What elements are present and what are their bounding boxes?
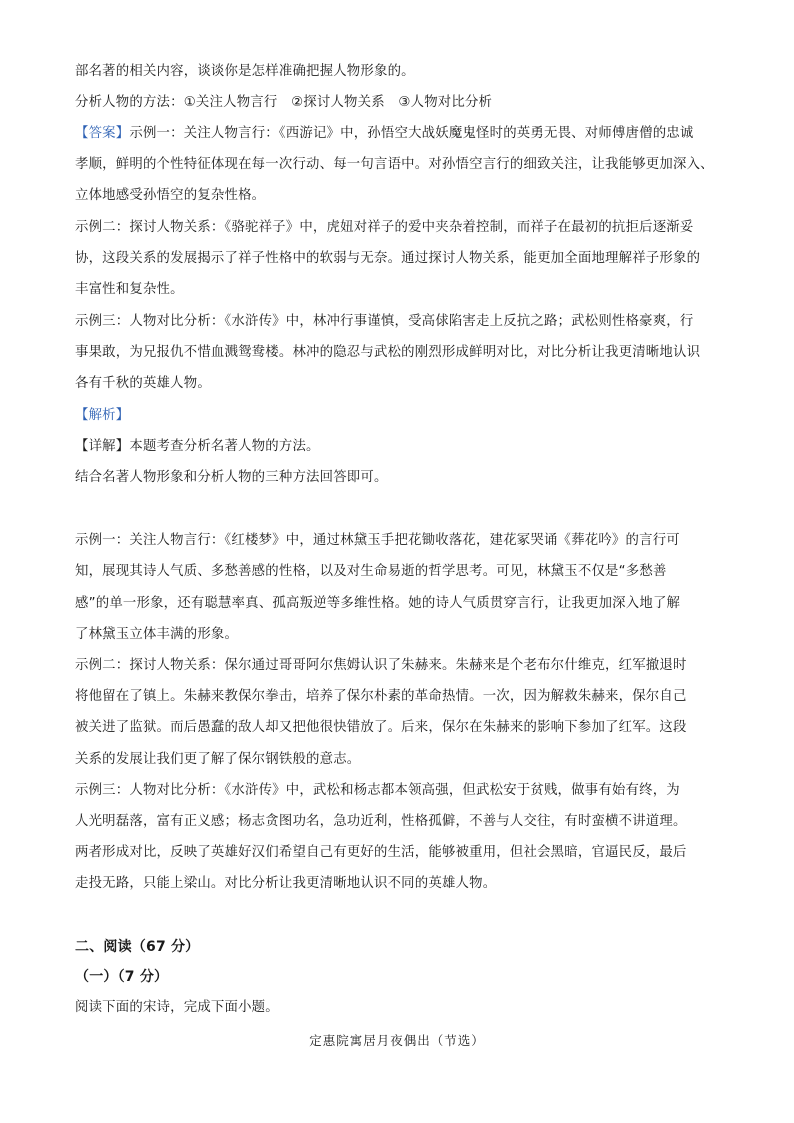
paragraph-line: 示例三：人物对比分析：《水浒传》中，武松和杨志都本领高强，但武松安于贫贱，做事有始有终，为: [75, 783, 680, 798]
paragraph-line: 知，展现其诗人气质、多愁善感的性格，以及对生命易逝的哲学思考。可见，林黛玉不仅是“多愁善: [75, 564, 667, 579]
paragraph-line: 两者形成对比，反映了英雄好汉们希望自己有更好的生活，能够被重用，但社会黑暗，官逼民反，最后: [75, 845, 687, 860]
paragraph-line: 部名著的相关内容，谈谈你是怎样准确把握人物形象的。: [75, 64, 415, 79]
paragraph-line: 协，这段关系的发展揭示了祥子性格中的软弱与无奈。通过探讨人物关系，能更加全面地理解祥子形象的: [75, 251, 701, 266]
detail-tag: 【详解】: [75, 439, 130, 454]
poem-title: 定惠院寓居月夜偶出（节选）: [309, 1033, 485, 1048]
paragraph-line: 结合名著人物形象和分析人物的三种方法回答即可。: [75, 470, 388, 485]
paragraph-line: 关系的发展让我们更了解了保尔钢铁般的意志。: [75, 752, 361, 767]
paragraph-line: 感”的单一形象，还有聪慧率真、孤高叛逆等多维性格。她的诗人气质贯穿言行，让我更加深入地了解: [75, 596, 681, 611]
paragraph-line: 将他留在了镇上。朱赫来教保尔拳击，培养了保尔朴素的革命热情。一次，因为解救朱赫来，保尔自己: [75, 689, 687, 704]
paragraph-line: 走投无路，只能上梁山。对比分析让我更清晰地认识不同的英雄人物。: [75, 876, 497, 891]
detail-line: [75, 437, 725, 457]
analysis-tag: 【解析】: [75, 408, 130, 423]
paragraph-line: 立体地感受孙悟空的复杂性格。: [75, 188, 266, 203]
paragraph-line: 各有千秋的英雄人物。: [75, 376, 211, 391]
answer-line: [75, 124, 725, 144]
paragraph-line: 人光明磊落，富有正义感；杨志贪图功名，急功近利，性格孤僻，不善与人交往，有时蛮横不讲道理。: [75, 814, 687, 829]
subsection-heading: （一）（7 分）: [75, 969, 169, 985]
answer-tag: 【答案】: [75, 126, 130, 141]
paragraph-line: 丰富性和复杂性。: [75, 282, 184, 297]
paragraph-line: 孝顺，鲜明的个性特征体现在每一次行动、每一句言语中。对孙悟空言行的细致关注，让我能够更加深入、: [75, 157, 714, 172]
paragraph-text: 示例一：关注人物言行：《西游记》中，孙悟空大战妖魔鬼怪时的英勇无畏、对师傅唐僧的忠诚: [129, 126, 694, 141]
paragraph-line: 被关进了监狱。而后愚蠢的敌人却又把他很快错放了。后来，保尔在朱赫来的影响下参加了红军。这段: [75, 720, 687, 735]
paragraph-text: 本题考查分析名著人物的方法。: [129, 439, 320, 454]
section-heading: 二、阅读（67 分）: [75, 939, 200, 955]
paragraph-line: 示例二：探讨人物关系：《骆驼祥子》中，虎妞对祥子的爱中夹杂着控制，而祥子在最初的抗拒后逐渐妥: [75, 220, 694, 235]
paragraph-line: 了林黛玉立体丰满的形象。: [75, 627, 239, 642]
paragraph-line: 事果敢，为兄报仇不惜血溅鸳鸯楼。林冲的隐忍与武松的刚烈形成鲜明对比，对比分析让我更清晰地认识: [75, 345, 701, 360]
paragraph-line: 示例三：人物对比分析：《水浒传》中，林冲行事谨慎，受高俅陷害走上反抗之路；武松则性格豪爽，行: [75, 314, 694, 329]
paragraph-line: 分析人物的方法：①关注人物言行 ②探讨人物关系 ③人物对比分析: [75, 95, 493, 110]
paragraph-line: 示例二：探讨人物关系：保尔通过哥哥阿尔焦姆认识了朱赫来。朱赫来是个老布尔什维克，红军撤退时: [75, 658, 687, 673]
paragraph-line: 示例一：关注人物言行：《红楼梦》中，通过林黛玉手把花锄收落花，建花冢哭诵《葬花吟》的言行可: [75, 533, 680, 548]
paragraph-line: 阅读下面的宋诗，完成下面小题。: [75, 1000, 279, 1015]
